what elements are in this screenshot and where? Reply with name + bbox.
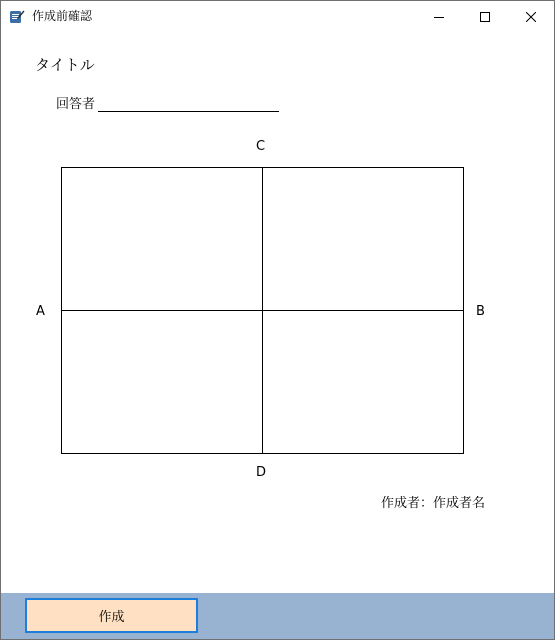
title-bar[interactable] xyxy=(1,1,554,32)
close-button[interactable] xyxy=(508,1,554,32)
quadrant-bottom-left xyxy=(62,311,262,453)
creator-info xyxy=(381,496,485,512)
quadrant-bottom-right xyxy=(263,311,463,453)
maximize-icon xyxy=(480,12,490,22)
footer-bar xyxy=(1,593,554,639)
respondent-underline xyxy=(98,111,279,112)
quadrant-top-right xyxy=(263,168,463,310)
respondent-label: 回答者 xyxy=(56,97,96,112)
creator-label: 作成者： xyxy=(380,496,433,511)
axis-label-bottom: D xyxy=(256,465,267,480)
close-icon xyxy=(526,12,536,22)
creator-name: 作成者名 xyxy=(432,496,485,511)
quadrant-grid xyxy=(61,167,464,454)
axis-label-left: A xyxy=(36,304,45,319)
create-button[interactable]: 作成 xyxy=(25,598,198,633)
grid-horizontal-divider xyxy=(62,310,463,311)
quadrant-top-left xyxy=(62,168,262,310)
maximize-button[interactable] xyxy=(462,1,508,32)
window-title: 作成前確認 xyxy=(32,9,93,23)
minimize-button[interactable] xyxy=(416,1,462,32)
minimize-icon xyxy=(434,12,444,22)
axis-label-top: C xyxy=(256,139,266,154)
content-title: タイトル xyxy=(35,56,95,74)
axis-label-right: B xyxy=(476,304,485,319)
edit-pad-icon xyxy=(9,8,25,24)
